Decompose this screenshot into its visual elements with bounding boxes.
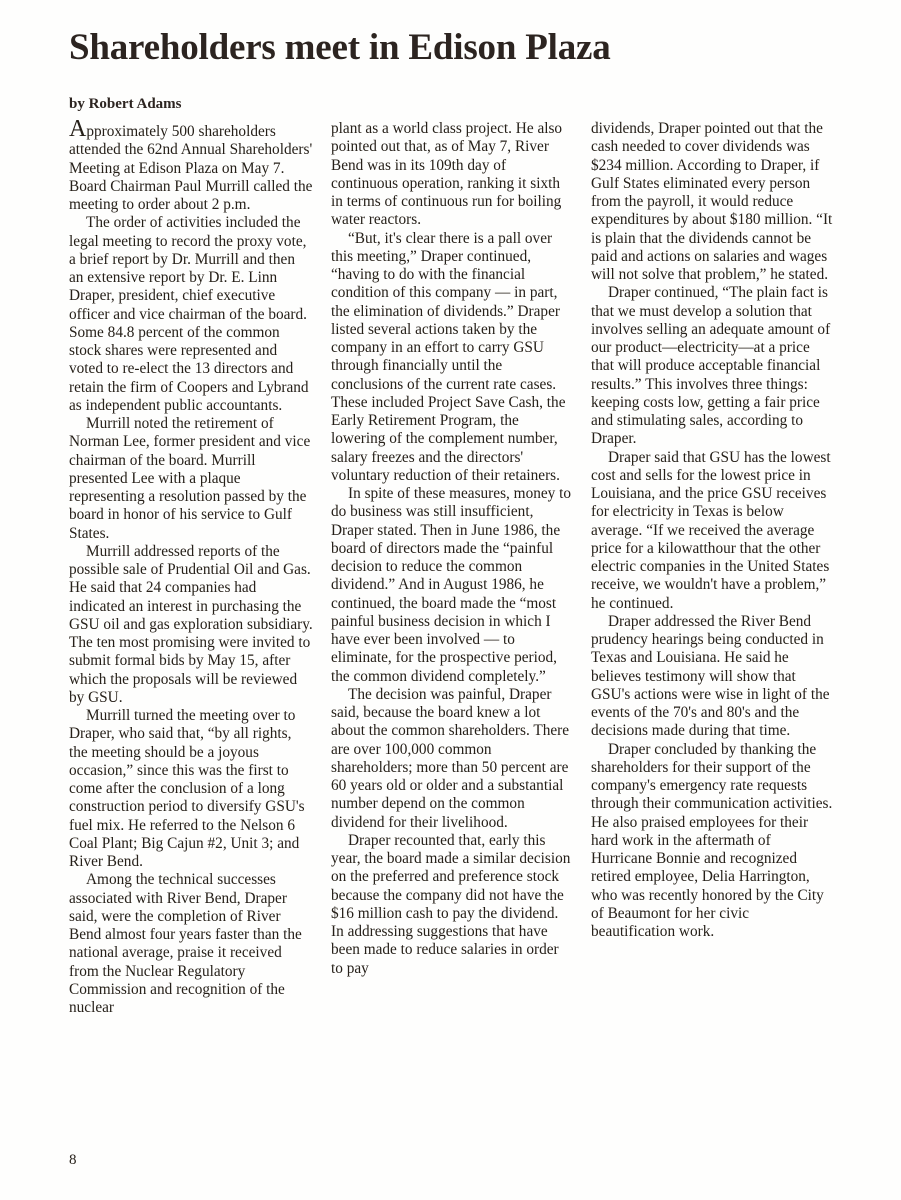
lead-paragraph [69, 116, 313, 214]
continued-paragraph: plant as a world class project. He also pointed out that, as of May 7, River Bend was in its 109th day of continuous operation, ranking it sixth in terms of continuous run for boiling water reactors. [331, 120, 563, 229]
body-paragraph: Murrill noted the retirement of Norman Lee, former president and vice chairman of the board. Murrill presented Lee with a plaque representing a resolution passed by the board in honor of his service to Gulf States. [69, 415, 311, 542]
body-paragraph: Draper said that GSU has the lowest cost and sells for the lowest price in Louisiana, and the price GSU receives for electricity in Texas is below average. “If we received the average price for a kilowatthour that the other electric companies in the United States receive, we wouldn't have a problem,” he continued. [591, 448, 831, 612]
article-headline: Shareholders meet in Edison Plaza [69, 27, 611, 68]
body-paragraph: “But, it's clear there is a pall over this meeting,” Draper continued, “having to do with the financial condition of this company — in part, the elimination of dividends.” Draper listed several actions taken by the company in an effort to carry GSU through financially until the conclusions of the current rate cases. These included Project Save Cash, the Early Retirement Program, the lowering of the complement number, salary freezes and the directors' voluntary reduction of their retainers. [331, 229, 566, 484]
body-paragraph: Draper continued, “The plain fact is that we must develop a solution that involves selling an adequate amount of our product—electricity—at a price that will produce acceptable financial results.” This involves three things: keeping costs low, getting a fair price and stimulating sales, according to Draper. [591, 284, 831, 448]
article-byline: by Robert Adams [69, 96, 182, 112]
text-column-3 [591, 120, 833, 941]
body-paragraph: Among the technical successes associated with River Bend, Draper said, were the completion of River Bend almost four years faster than the national average, praise it received from the Nuclear Regulatory Commission and recognition of the nuclear [69, 871, 302, 1016]
body-paragraph: Draper concluded by thanking the shareholders for their support of the company's emergency rate requests through their communication activities. He also praised employees for their hard work in the aftermath of Hurricane Bonnie and recognized retired employee, Delia Harrington, who was recently honored by the City of Beaumont for her civic beautification work. [591, 740, 833, 940]
page-number: 8 [69, 1152, 77, 1168]
body-paragraph: Draper recounted that, early this year, the board made a similar decision on the preferred and preference stock because the company did not have the $16 million cash to pay the dividend. In addressing suggestions that have been made to reduce salaries in order to pay [331, 831, 571, 977]
lead-paragraph-text: pproximately 500 shareholders attended the 62nd Annual Shareholders' Meeting at Edison Plaza on May 7. Board Chairman Paul Murrill called the meeting to order about 2 p.m. [69, 123, 313, 213]
body-paragraph: Murrill turned the meeting over to Draper, who said that, “by all rights, the meeting should be a joyous occasion,” since this was the first to come after the conclusion of a long construction period to diversify GSU's fuel mix. He referred to the Nelson 6 Coal Plant; Big Cajun #2, Unit 3; and River Bend. [69, 707, 305, 870]
text-column-2 [331, 120, 573, 978]
body-paragraph: The order of activities included the legal meeting to record the proxy vote, a brief report by Dr. Murrill and then an extensive report by Dr. E. Linn Draper, president, chief executive officer and vice chairman of the board. Some 84.8 percent of the common stock shares were represented and voted to re-elect the 13 directors and retain the firm of Coopers and Lybrand as independent public accountants. [69, 214, 309, 414]
body-paragraph: Murrill addressed reports of the possible sale of Prudential Oil and Gas. He said that 24 companies had indicated an interest in purchasing the GSU oil and gas exploration subsidiary. The ten most promising were invited to submit formal bids by May 15, after which the proposals will be reviewed by GSU. [69, 542, 313, 706]
body-paragraph: Draper addressed the River Bend prudency hearings being conducted in Texas and Louisiana. He said he believes testimony will show that GSU's actions were wise in light of the events of the 70's and 80's and the decisions made during that time. [591, 612, 830, 740]
continued-paragraph: dividends, Draper pointed out that the cash needed to cover dividends was $234 million. According to Draper, if Gulf States eliminated every person from the payroll, it would reduce expenditures by about $180 million. “It is plain that the dividends cannot be paid and actions on salaries and wages will not solve that problem,” he stated. [591, 120, 833, 283]
text-column-1 [69, 116, 313, 1017]
body-paragraph: The decision was painful, Draper said, because the board knew a lot about the common shareholders. There are over 100,000 common shareholders; more than 50 percent are 60 years old or older and a substantial number depend on the common dividend for their livelihood. [331, 685, 570, 831]
initial-letter: A [69, 116, 87, 142]
body-paragraph: In spite of these measures, money to do business was still insufficient, Draper stated. Then in June 1986, the board of directors made the “painful decision to reduce the common dividend.” And in August 1986, he continued, the board made the “most painful business decision in which I have ever been involved — to eliminate, for the prospective period, the common dividend completely.” [331, 485, 572, 685]
